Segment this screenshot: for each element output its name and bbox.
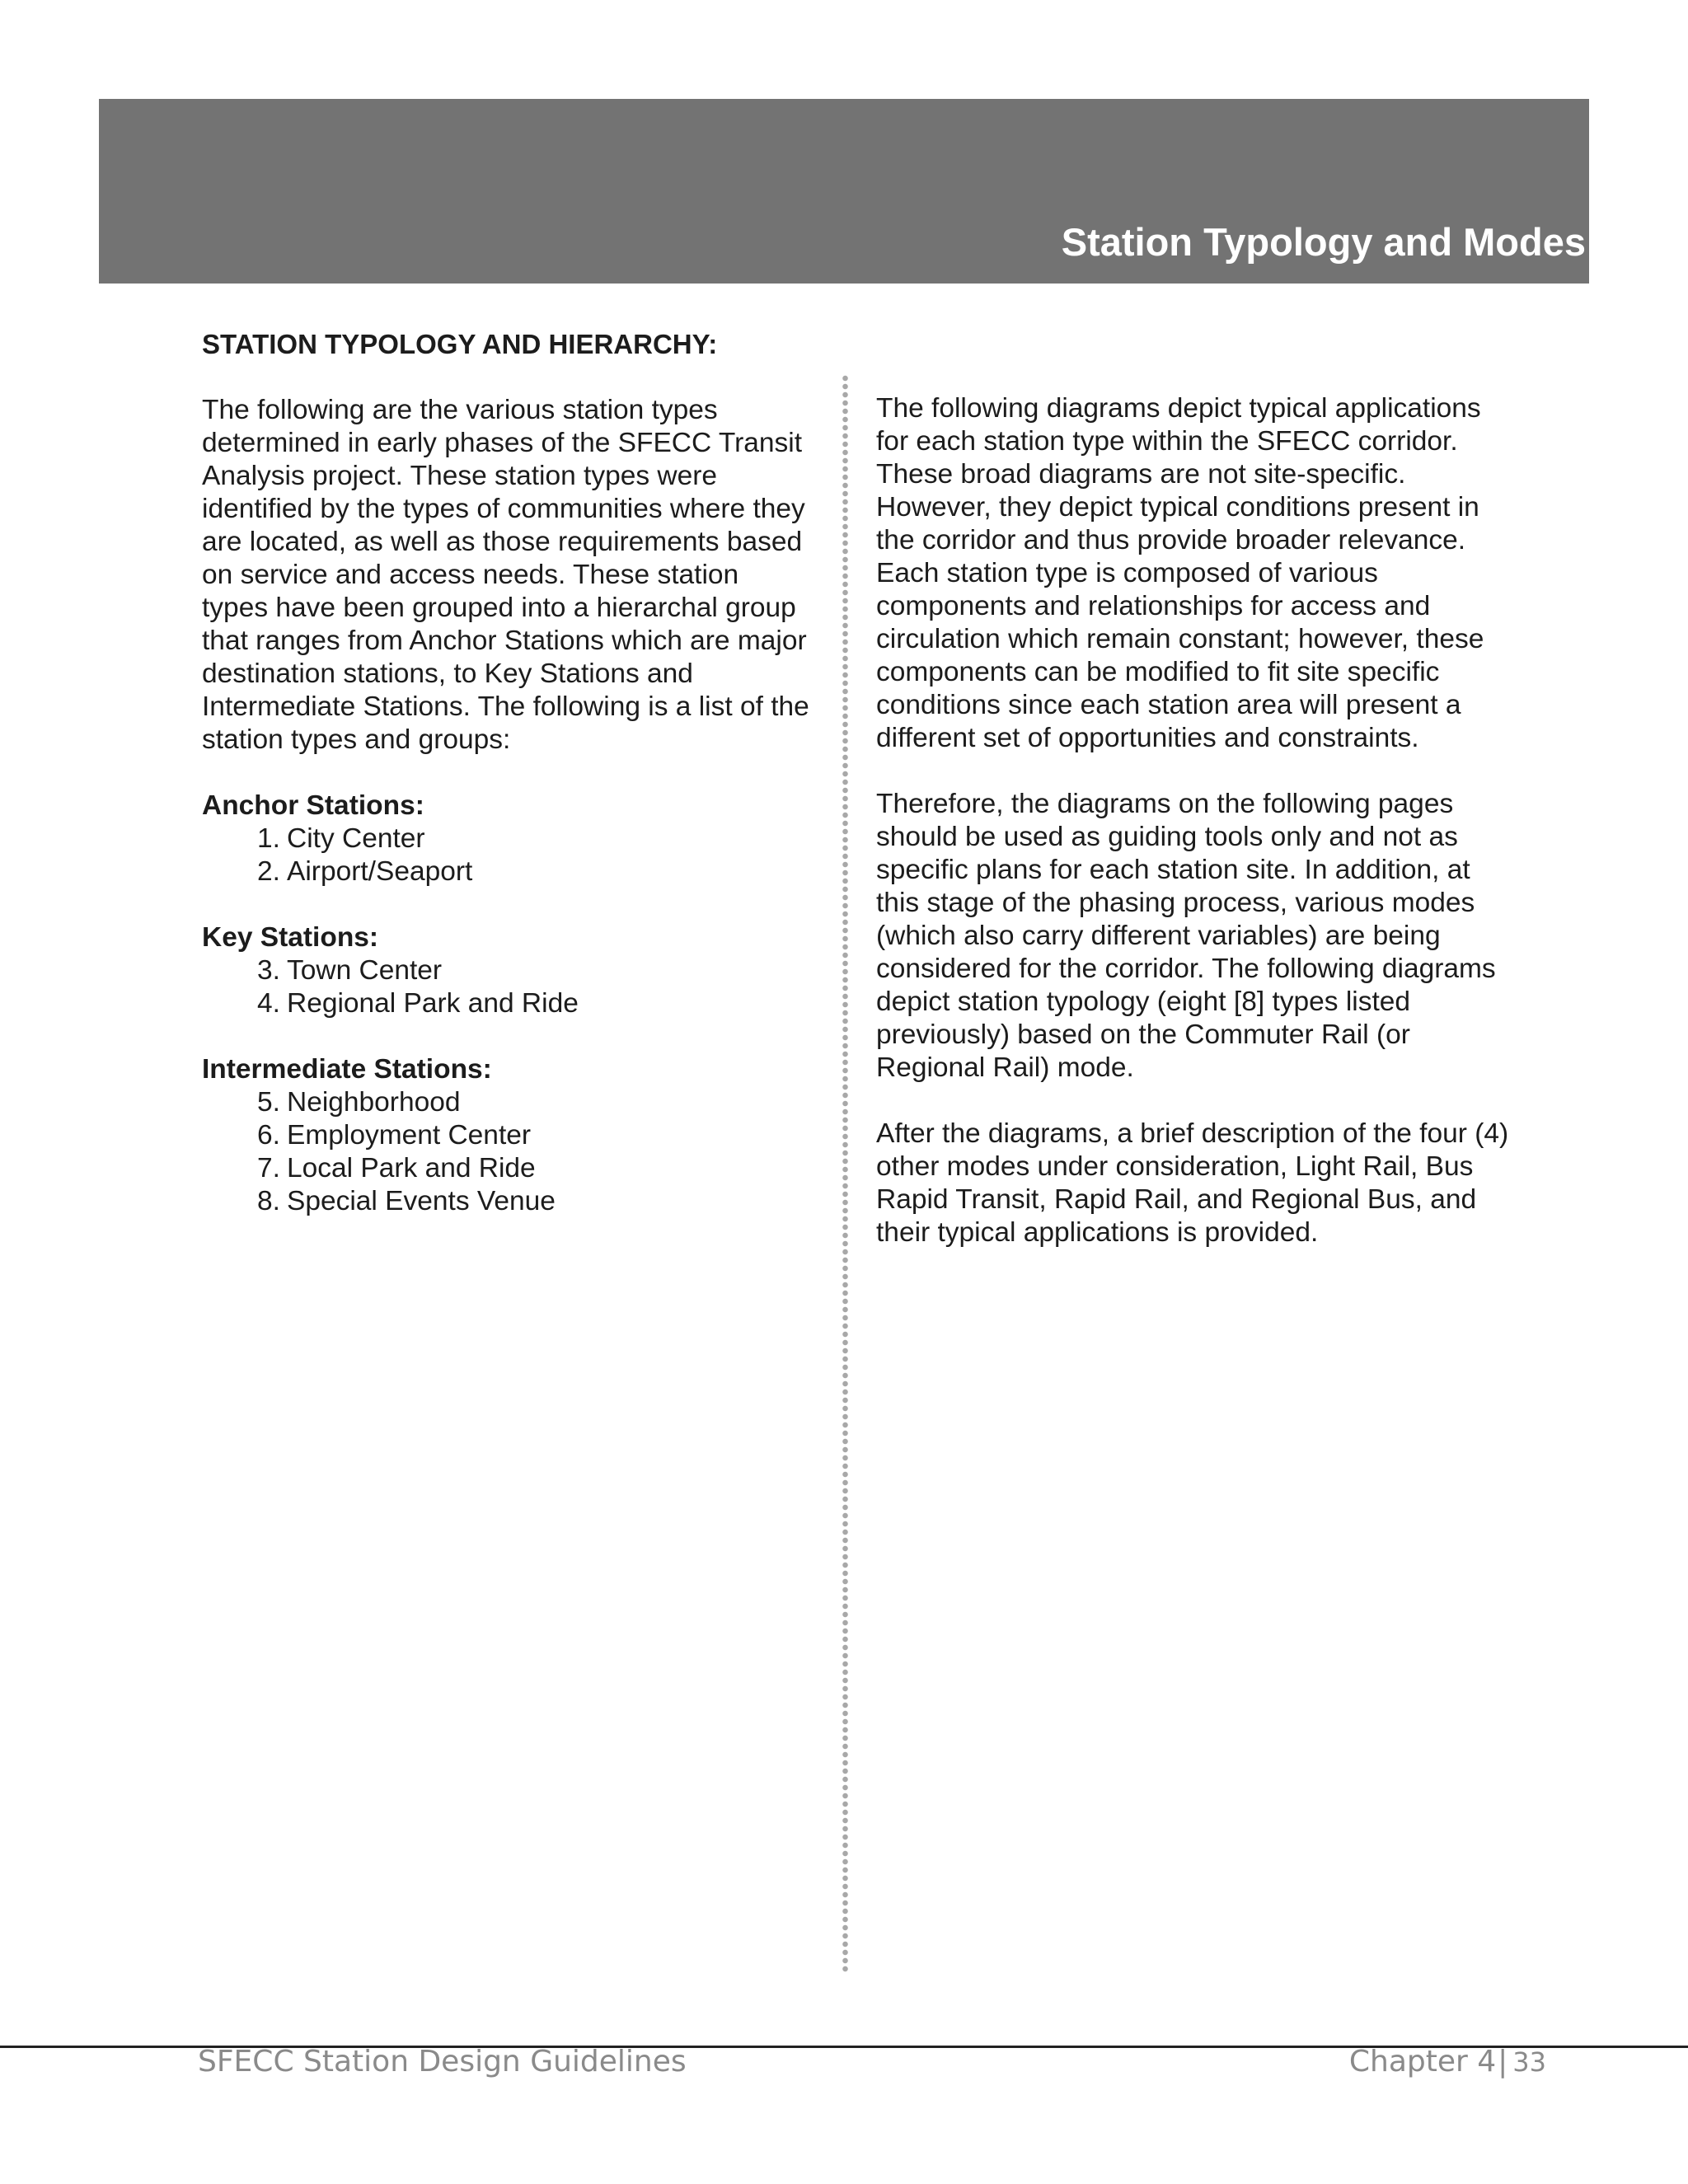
body-paragraph: After the diagrams, a brief description of the four (4) other modes under consideration, Light Rail, Bus Rapid Transit, Rapid Rail, and Regional Bus, and their typical applications is provided. bbox=[876, 1118, 1509, 1248]
group-heading-key: Key Stations: bbox=[202, 922, 379, 953]
left-column bbox=[202, 328, 812, 1251]
footer-document-title: SFECC Station Design Guidelines bbox=[198, 2045, 687, 2079]
list-item: 2. Airport/Seaport bbox=[257, 856, 473, 887]
body-paragraph: The following diagrams depict typical applications for each station type within the SFECC corridor. These broad diagrams are not site-specific. However, they depict typical conditions present in the corridor and thus provide broader relevance. Each station type is composed of various components and relationships for access and circulation which remain constant; however, these components can be modified to fit site specific conditions since each station area will present a different set of opportunities and constraints. bbox=[876, 393, 1484, 753]
list-item: 1. City Center bbox=[257, 823, 425, 854]
footer-page-info bbox=[1349, 2045, 1546, 2079]
footer-separator: | bbox=[1498, 2045, 1508, 2079]
list-item: 5. Neighborhood bbox=[257, 1087, 461, 1118]
list-item: 6. Employment Center bbox=[257, 1120, 532, 1151]
group-heading-anchor: Anchor Stations: bbox=[202, 790, 424, 821]
key-stations-list bbox=[202, 954, 812, 1020]
group-heading-intermediate: Intermediate Stations: bbox=[202, 1054, 492, 1085]
list-item: 4. Regional Park and Ride bbox=[257, 988, 579, 1019]
right-column bbox=[876, 392, 1519, 1282]
body-paragraph: Therefore, the diagrams on the following pages should be used as guiding tools only and not as specific plans for each station site. In addition, at this stage of the phasing process, various modes (which also carry different variables) are being considered for the corridor. The following diagrams depict station typology (eight [8] types listed previously) based on the Commuter Rail (or Regional Rail) mode. bbox=[876, 789, 1496, 1083]
page-title: Station Typology and Modes bbox=[1061, 220, 1586, 264]
footer-chapter: Chapter 4 bbox=[1348, 2045, 1497, 2079]
section-heading: STATION TYPOLOGY AND HIERARCHY: bbox=[202, 329, 718, 359]
intro-paragraph: The following are the various station types determined in early phases of the SFECC Transit Analysis project. These station types were identified by the types of communities where they are located, as well as those requirements based on service and access needs. These station types have been grouped into a hierarchal group that ranges from Anchor Stations which are major destination stations, to Key Stations and Intermediate Stations. The following is a list of the station types and groups: bbox=[202, 395, 809, 755]
page-number: 33 bbox=[1512, 2046, 1546, 2078]
list-item: 8. Special Events Venue bbox=[257, 1186, 556, 1216]
list-item: 7. Local Park and Ride bbox=[257, 1153, 536, 1183]
list-item: 3. Town Center bbox=[257, 955, 443, 986]
column-divider bbox=[842, 374, 849, 1973]
intermediate-stations-list bbox=[202, 1086, 812, 1218]
anchor-stations-list bbox=[202, 823, 812, 888]
